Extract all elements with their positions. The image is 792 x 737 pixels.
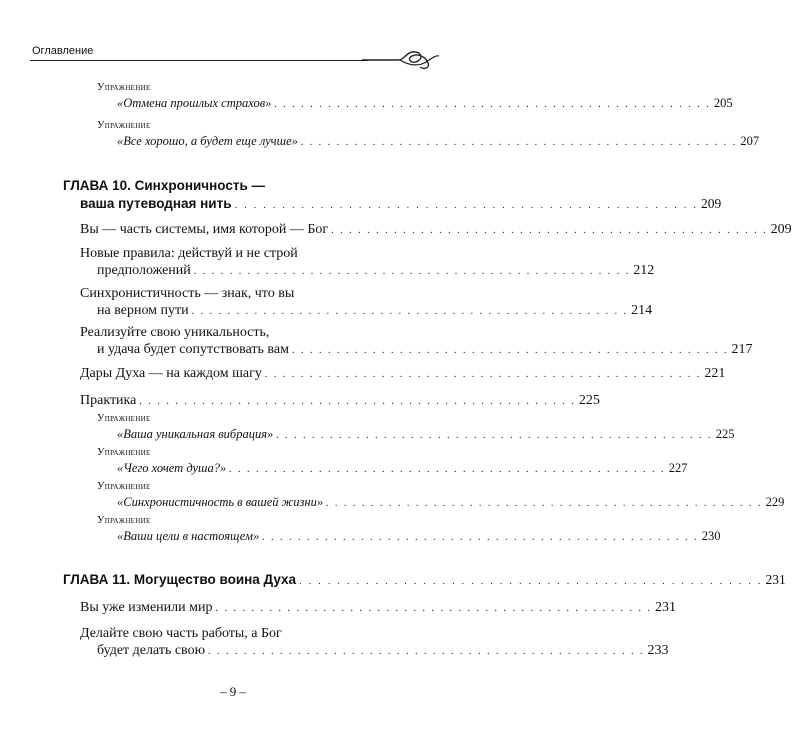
page-number: 209 [770, 222, 792, 237]
section-title: Делайте свою часть работы, а Бог [80, 626, 282, 641]
page-footer-number: – 9 – [220, 684, 246, 699]
dot-leader: . . . . . . . . . . . . . . . . . . . . . . . . . . . . . . . . . . . . . . . . . . . . . . . . . [193, 266, 631, 277]
section-title-cont: и удача будет сопутствовать вам [97, 342, 289, 357]
exercise-title: «Все хорошо, а будет еще лучше» [117, 134, 298, 148]
dot-leader: . . . . . . . . . . . . . . . . . . . . . . . . . . . . . . . . . . . . . . . . . . . . . . . . . [191, 306, 629, 317]
exercise-label: Упражнение [97, 481, 151, 492]
dot-leader: . . . . . . . . . . . . . . . . . . . . . . . . . . . . . . . . . . . . . . . . . . . . . . . . . [326, 498, 763, 509]
page-number: 205 [713, 96, 733, 110]
page-number: 217 [731, 342, 753, 357]
dot-leader: . . . . . . . . . . . . . . . . . . . . . . . . . . . . . . . . . . . . . . . . . . . . . . . . . [300, 137, 738, 148]
page-number: 209 [701, 196, 722, 211]
page-number: 207 [740, 134, 760, 148]
dot-leader: . . . . . . . . . . . . . . . . . . . . . . . . . . . . . . . . . . . . . . . . . . . . . . . . . [208, 646, 645, 657]
exercise-label: Упражнение [97, 120, 151, 131]
page-number: 229 [765, 495, 785, 509]
page-number: 212 [633, 263, 655, 278]
dot-leader: . . . . . . . . . . . . . . . . . . . . . . . . . . . . . . . . . . . . . . . . . . . . . . . . . [139, 396, 576, 407]
page-number: 230 [701, 529, 721, 543]
page-number: 225 [715, 427, 735, 441]
section-title: Реализуйте свою уникальность, [80, 325, 270, 340]
running-header: Оглавление [32, 45, 94, 57]
dot-leader: . . . . . . . . . . . . . . . . . . . . . . . . . . . . . . . . . . . . . . . . . . . . . . . . . [215, 603, 652, 614]
dot-leader: . . . . . . . . . . . . . . . . . . . . . . . . . . . . . . . . . . . . . . . . . . . . . . . . . [276, 430, 713, 441]
dot-leader: . . . . . . . . . . . . . . . . . . . . . . . . . . . . . . . . . . . . . . . . . . . . . . . . . [264, 369, 702, 380]
dot-leader: . . . . . . . . . . . . . . . . . . . . . . . . . . . . . . . . . . . . . . . . . . . . . . . . . [299, 576, 763, 587]
page-number: 231 [765, 572, 786, 587]
chapter-title: ГЛАВА 10. Синхроничность — [63, 178, 266, 193]
exercise-title: «Отмена прошлых страхов» [117, 96, 272, 110]
dot-leader: . . . . . . . . . . . . . . . . . . . . . . . . . . . . . . . . . . . . . . . . . . . . . . . . . [234, 200, 698, 211]
section-title: Дары Духа — на каждом шагу [80, 366, 262, 381]
dot-leader: . . . . . . . . . . . . . . . . . . . . . . . . . . . . . . . . . . . . . . . . . . . . . . . . . [262, 532, 699, 543]
section-title: Новые правила: действуй и не строй [80, 246, 298, 261]
exercise-label: Упражнение [97, 515, 151, 526]
exercise-title: «Синхронистичность в вашей жизни» [117, 495, 324, 509]
dot-leader: . . . . . . . . . . . . . . . . . . . . . . . . . . . . . . . . . . . . . . . . . . . . . . . . . [291, 345, 729, 356]
header-rule [30, 60, 368, 61]
dot-leader: . . . . . . . . . . . . . . . . . . . . . . . . . . . . . . . . . . . . . . . . . . . . . . . . . [331, 225, 768, 236]
dot-leader: . . . . . . . . . . . . . . . . . . . . . . . . . . . . . . . . . . . . . . . . . . . . . . . . . [274, 99, 711, 110]
page-number: 231 [654, 600, 676, 615]
chapter-subtitle: ваша путеводная нить [80, 196, 232, 211]
page-number: 221 [704, 366, 726, 381]
exercise-title: «Ваши цели в настоящем» [117, 529, 260, 543]
section-title: Практика [80, 393, 137, 408]
exercise-title: «Ваша уникальная вибрация» [117, 427, 274, 441]
section-title-cont: на верном пути [97, 303, 189, 318]
exercise-label: Упражнение [97, 447, 151, 458]
exercise-label: Упражнение [97, 413, 151, 424]
section-title: Синхронистичность — знак, что вы [80, 286, 295, 301]
flourish-ornament [360, 43, 440, 73]
page-number: 225 [578, 393, 600, 408]
dot-leader: . . . . . . . . . . . . . . . . . . . . . . . . . . . . . . . . . . . . . . . . . . . . . . . . . [229, 464, 666, 475]
section-title-cont: будет делать свою [97, 643, 206, 658]
exercise-label: Упражнение [97, 82, 151, 93]
section-title-cont: предположений [97, 263, 191, 278]
page-number: 214 [631, 303, 653, 318]
page-number: 227 [668, 461, 688, 475]
section-title: Вы уже изменили мир [80, 600, 213, 615]
page-number: 233 [647, 643, 669, 658]
chapter-title: ГЛАВА 11. Могущество воина Духа [63, 572, 297, 587]
section-title: Вы — часть системы, имя которой — Бог [80, 222, 329, 237]
exercise-title: «Чего хочет душа?» [117, 461, 227, 475]
